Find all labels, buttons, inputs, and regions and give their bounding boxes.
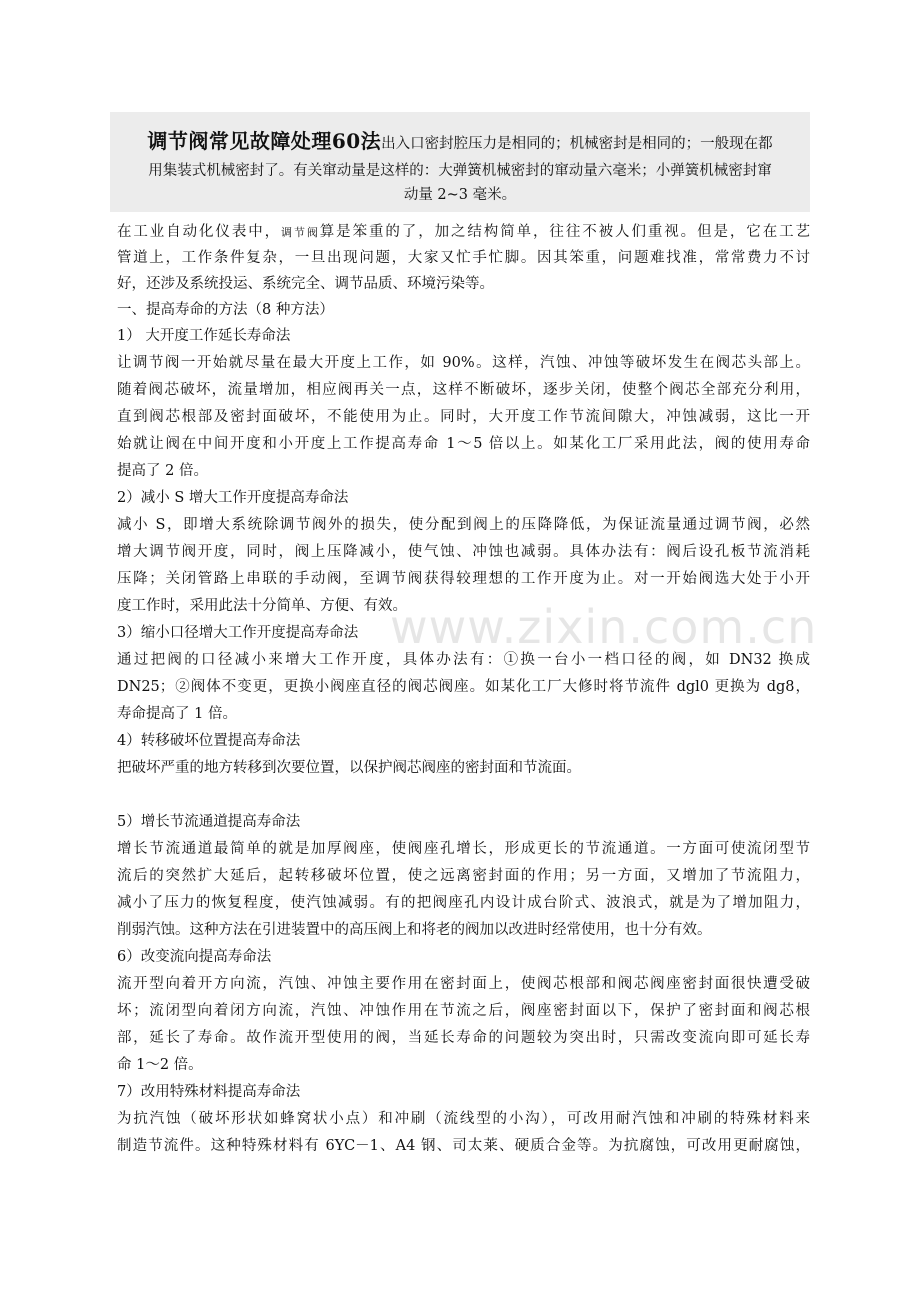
method-6-line-3: 部，延长了寿命。故作流开型使用的阀，当延长寿命的问题较为突出时，只需改变流向即可延长寿	[117, 1030, 810, 1046]
method-4-line-1: 把破坏严重的地方转移到次要位置，以保护阀芯阀座的密封面和节流面。	[117, 760, 581, 776]
intro-text-a: 在工业自动化仪表中，	[117, 224, 282, 240]
title-line-1	[110, 130, 810, 155]
method-1-line-3: 直到阀芯根部及密封面破坏，不能使用为止。同时，大开度工作节流间隙大，冲蚀减弱，这比一开	[117, 409, 810, 425]
method-7-line-2: 制造节流件。这种特殊材料有 6YC－1、A4 钢、司太莱、硬质合金等。为抗腐蚀，可改用更耐腐蚀，	[117, 1138, 810, 1154]
method-6-line-1: 流开型向着开方向流，汽蚀、冲蚀主要作用在密封面上，使阀芯根部和阀芯阀座密封面很快遭受破	[117, 976, 810, 992]
method-1-line-2: 随着阀芯破坏，流量增加，相应阀再关一点，这样不断破坏，逐步关闭，使整个阀芯全部充分利用，	[117, 382, 810, 398]
method-1-line-1: 让调节阀一开始就尽量在最大开度上工作，如 90%。这样，汽蚀、冲蚀等破坏发生在阀芯头部上。	[117, 355, 810, 371]
method-6-line-2: 坏；流闭型向着闭方向流，汽蚀、冲蚀作用在节流之后，阀座密封面以下，保护了密封面和阀芯根	[117, 1003, 810, 1019]
method-2-line-1: 减小 S，即增大系统除调节阀外的损失，使分配到阀上的压降降低，为保证流量通过调节阀，必然	[117, 517, 810, 533]
method-2-line-4: 度工作时，采用此法十分简单、方便、有效。	[117, 598, 407, 614]
method-2-line-3: 压降；关闭管路上串联的手动阀，至调节阀获得较理想的工作开度为止。对一开始阀选大处于小开	[117, 571, 810, 587]
document-title: 调节阀常见故障处理60法	[147, 129, 382, 153]
method-7-line-1: 为抗汽蚀（破坏形状如蜂窝状小点）和冲刷（流线型的小沟），可改用耐汽蚀和冲刷的特殊材料来	[117, 1111, 810, 1127]
method-5-line-2: 流后的突然扩大延后，起转移破坏位置，使之远离密封面的作用；另一方面，又增加了节流阻力，	[117, 868, 810, 884]
method-5-line-3: 减小了压力的恢复程度，使汽蚀减弱。有的把阀座孔内设计成台阶式、波浪式，就是为了增加阻力，	[117, 895, 810, 911]
title-line-3: 动量 2~3 毫米。	[403, 187, 517, 203]
title-line-2: 用集装式机械密封了。有关窜动量是这样的：大弹簧机械密封的窜动量六毫米；小弹簧机械密封窜	[148, 163, 772, 179]
intro-text-c: 算是笨重的了，加之结构简单，往往不被人们重视。但是，它在工艺	[319, 224, 811, 240]
method-1-line-4: 始就让阀在中间开度和小开度上工作提高寿命 1～5 倍以上。如某化工厂采用此法，阀的使用寿命	[117, 436, 810, 452]
method-3-line-1: 通过把阀的口径减小来增大工作开度，具体办法有：①换一台小一档口径的阀，如 DN32 换成	[117, 652, 810, 668]
intro-line-3: 好，还涉及系统投运、系统完全、调节品质、环境污染等。	[117, 276, 494, 292]
method-3-line-2: DN25；②阀体不变更，更换小阀座直径的阀芯阀座。如某化工厂大修时将节流件 dgl0 更换为 dg8，	[117, 679, 810, 695]
method-6-line-4: 命 1～2 倍。	[117, 1057, 203, 1073]
intro-line-2: 管道上，工作条件复杂，一旦出现问题，大家又忙手忙脚。因其笨重，问题难找准，常常费力不讨	[117, 250, 810, 266]
method-3-heading: 3）缩小口径增大工作开度提高寿命法	[117, 625, 359, 641]
method-1-line-5: 提高了 2 倍。	[117, 463, 208, 479]
intro-keyword: 调节阀	[281, 226, 320, 239]
method-7-heading: 7）改用特殊材料提高寿命法	[117, 1084, 301, 1100]
method-3-line-3: 寿命提高了 1 倍。	[117, 706, 237, 722]
title-tail: 出入口密封腔压力是相同的；机械密封是相同的；一般现在都	[381, 136, 773, 152]
method-2-line-2: 增大调节阀开度，同时，阀上压降减小，使气蚀、冲蚀也减弱。具体办法有：阀后设孔板节流消耗	[117, 544, 810, 560]
method-2-heading: 2）减小 S 增大工作开度提高寿命法	[117, 490, 349, 506]
method-5-line-1: 增长节流通道最简单的就是加厚阀座，使阀座孔增长，形成更长的节流通道。一方面可使流闭型节	[117, 841, 810, 857]
section-1-heading: 一、提高寿命的方法（8 种方法）	[117, 302, 334, 318]
method-1-heading: 1） 大开度工作延长寿命法	[117, 328, 291, 344]
method-6-heading: 6）改变流向提高寿命法	[117, 949, 272, 965]
method-4-heading: 4）转移破坏位置提高寿命法	[117, 733, 301, 749]
method-5-line-4: 削弱汽蚀。这种方法在引进装置中的高压阀上和将老的阀加以改进时经常使用，也十分有效。	[117, 922, 712, 938]
method-5-heading: 5）增长节流通道提高寿命法	[117, 814, 301, 830]
intro-line-1	[117, 221, 810, 244]
watermark: www.zixin.com.cn	[390, 600, 818, 654]
